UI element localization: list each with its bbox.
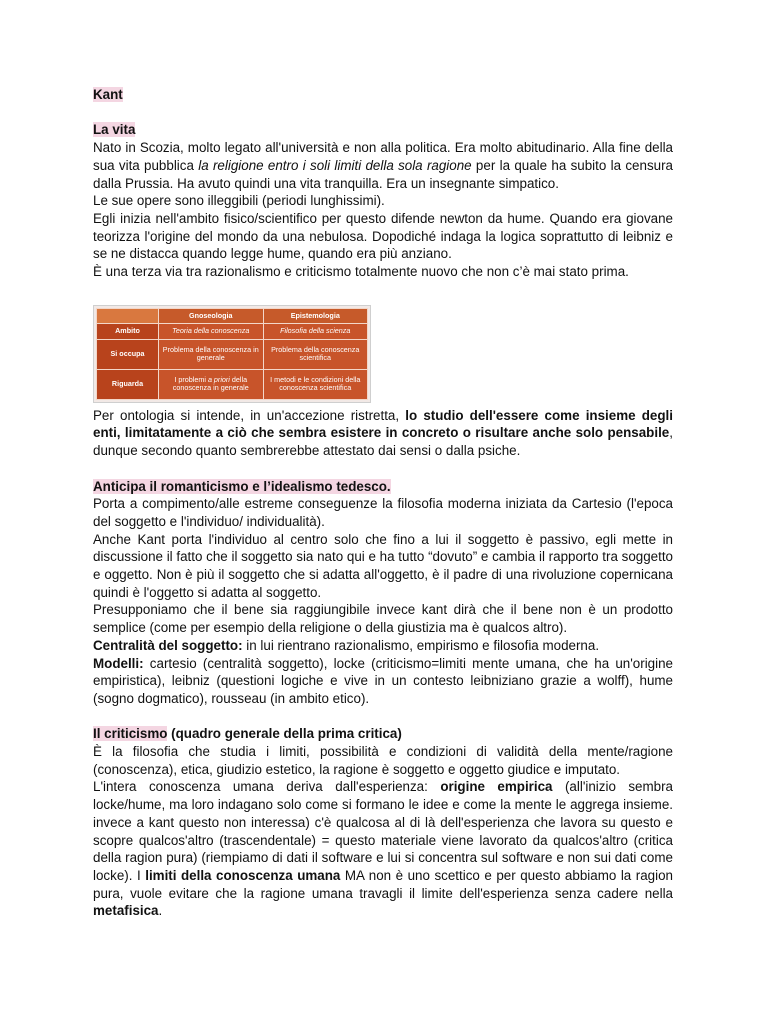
spacer [93, 460, 673, 478]
paragraph: L'intera conoscenza umana deriva dall'esperienza: origine empirica (all'inizio sembra locke/hume, ma loro indagano solo come si formano le idee e come la mente le aggrega insieme. invece a kant questo non interessa) c'è qualcosa al di là dell'esperienza che lavora su questo e scopre qualcos'altro (trascendentale) = questo materiale viene lavorato da qualcos'altro (critica della ragion pura) (riempiamo di dati il software e lui si concentra sul software e non sui dati come locke). I limiti della conoscenza umana MA non è uno scettico e per questo abbiamo la ragion pura, vuole evitare che la ragione umana travagli il limite dell'esperienza senza cadere nella metafisica. [93, 779, 673, 919]
table-header-row [97, 308, 368, 323]
paragraph: Anche Kant porta l'individuo al centro solo che fino a lui il soggetto è passivo, egli mette in discussione il fatto che il soggetto sia nato qui e ha tutto “dovuto” e cambia il rapporto tra soggetto e oggetto. Non è più il soggetto che si adatta all'oggetto, è il padre di una rivoluzione copernicana quindi è l'oggetto si adatta al soggetto. [93, 531, 673, 600]
paragraph: Presupponiamo che il bene sia raggiungibile invece kant dirà che il bene non è un prodotto semplice (come per esempio della religione o della giustizia ma è qualcos altro). [93, 602, 673, 636]
comparison-table [96, 308, 368, 400]
spacer [93, 708, 673, 726]
table-column-header: Epistemologia [263, 308, 368, 323]
paragraph: Egli inizia nell'ambito fisico/scientifico per questo difende newton da hume. Quando era giovane teorizza l'origine del mondo da una nebulosa. Dopodiché indaga la logica soprattutto di leibniz e se ne distacca quando legge hume, quando era più anziano. [93, 210, 673, 262]
table-cell: Filosofia della scienza [263, 323, 368, 339]
paragraph: Le sue opere sono illeggibili (periodi lunghissimi). [93, 193, 385, 209]
paragraph: Modelli: cartesio (centralità soggetto), locke (criticismo=limiti mente umana, che ha un'origine empiristica), leibniz (questioni logiche e vive in un contesto leibniziano grazie a wolff), hume (sogno dogmatico), rousseau (in ambito etico). [93, 655, 673, 706]
paragraph: Centralità del soggetto: in lui rientrano razionalismo, empirismo e filosofia moderna. [93, 637, 600, 653]
table-row [97, 339, 368, 369]
section-heading-vita: La vita [93, 122, 136, 138]
table-row [97, 369, 368, 399]
table-cell: I problemi a priori della conoscenza in generale [159, 369, 264, 399]
table-row-header: Riguarda [97, 369, 159, 399]
paragraph: Porta a compimento/alle estreme conseguenze la filosofia moderna iniziata da Cartesio (l'epoca del soggetto e l'individuo/ individualità). [93, 496, 673, 529]
table-cell: Problema della conoscenza scientifica [263, 339, 368, 369]
spacer [93, 104, 673, 122]
table-cell: Teoria della conoscenza [159, 323, 264, 339]
section-heading-criticismo: Il criticismo (quadro generale della prima critica) [93, 726, 402, 742]
comparison-table-image [93, 305, 371, 403]
section-heading-romanticismo: Anticipa il romanticismo e l’idealismo tedesco. [93, 478, 391, 494]
table-column-header: Gnoseologia [159, 308, 264, 323]
table-row-header: Si occupa [97, 339, 159, 369]
document-body [93, 86, 673, 920]
paragraph: È una terza via tra razionalismo e criticismo totalmente nuovo che non c’è mai stato prima. [93, 264, 629, 280]
table-cell: I metodi e le condizioni della conoscenza scientifica [263, 369, 368, 399]
spacer [93, 281, 673, 305]
paragraph: Nato in Scozia, molto legato all'università e non alla politica. Era molto abitudinario. Alla fine della sua vita pubblica la religione entro i soli limiti della sola ragione per la quale ha subito la censura dalla Prussia. Ha avuto quindi una vita tranquilla. Era un insegnante simpatico. [93, 140, 673, 191]
paragraph: È la filosofia che studia i limiti, possibilità e condizioni di validità della mente/ragione (conoscenza), etica, giudizio estetico, la ragione è soggetto e oggetto giudice e imputato. [93, 744, 673, 777]
table-cell: Problema della conoscenza in generale [159, 339, 264, 369]
document-title: Kant [93, 87, 123, 102]
table-row [97, 323, 368, 339]
paragraph-ontologia: Per ontologia si intende, in un'accezione ristretta, lo studio dell'essere come insieme degli enti, limitatamente a ciò che sembra esistere in concreto o risultare anche solo pensabile, dunque secondo quanto sembrerebbe attestato dai sensi o dalla psiche. [93, 407, 673, 459]
table-row-header: Ambito [97, 323, 159, 339]
table-corner [97, 308, 159, 323]
